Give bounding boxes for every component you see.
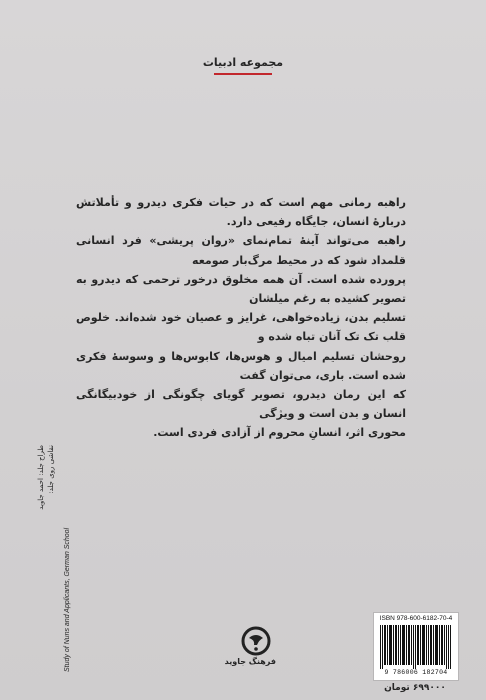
blurb-line: روحشان تسلیم امیال و هوس‌ها، کابوس‌ها و وسوسهٔ فکری شده است. باری، می‌توان گفت xyxy=(76,349,406,382)
painting-title: Study of Nuns and Applicants, German School xyxy=(64,527,71,672)
blurb-line: پرورده شده است. آن همه مخلوق درخور ترحمی که دیدرو به تصویر کشیده به رغم میلشان xyxy=(76,272,406,306)
isbn-number: ISBN 978-600-6182-70-4 xyxy=(379,615,453,622)
cover-designer-credit: طراح جلد: احمد جاوید xyxy=(37,445,45,510)
blurb-text xyxy=(76,193,406,443)
blurb-line: تسلیم بدن، زیاده‌خواهی، غرایز و عصیان خود شده‌اند. خلوص قلب تک تک آنان تباه شده و xyxy=(76,311,406,344)
barcode-digits: 9 786006 182704 xyxy=(384,669,448,676)
cover-painting-credit: نقاشی روی جلد: xyxy=(47,445,55,494)
barcode xyxy=(373,612,459,681)
barcode-bars xyxy=(380,625,452,669)
series-underline xyxy=(214,73,272,75)
cover-credits xyxy=(36,445,56,590)
price-label: ۶۹۹۰۰۰ تومان xyxy=(384,683,446,693)
publisher-logo xyxy=(224,626,276,676)
blurb-line: محوری اثر، انسانِ محروم از آزادی فردی است. xyxy=(153,426,406,440)
publisher-name: فرهنگ جاوید xyxy=(224,657,276,666)
blurb-line: راهبه می‌تواند آینهٔ تمام‌نمای «روان پریشی» فرد انسانی قلمداد شود که در محیط مرگ‌بار صومعه xyxy=(76,234,406,267)
blurb-line: راهبه رمانی مهم است که در حیات فکری دیدرو و تأملاتش دربارهٔ انسان، جایگاه رفیعی دارد. xyxy=(76,196,406,229)
blurb-line: که این رمان دیدرو، تصویر گویای چگونگی از خودبیگانگی انسان و بدن است و ویژگی xyxy=(76,388,406,421)
publisher-logo-icon xyxy=(241,626,271,656)
series-title: مجموعه ادبیات xyxy=(202,56,284,69)
